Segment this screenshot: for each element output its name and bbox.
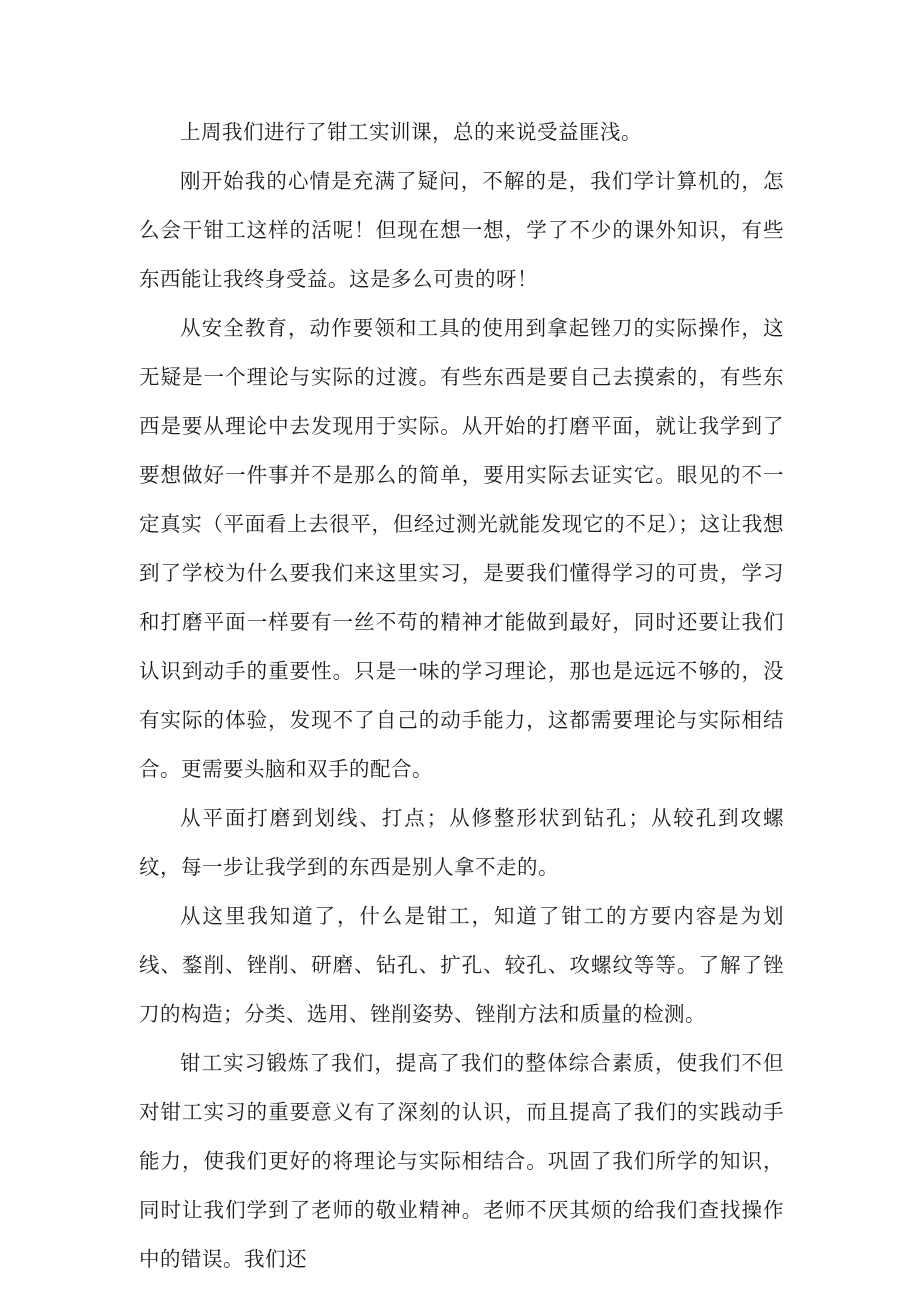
paragraph-4: 从平面打磨到划线、打点；从修整形状到钻孔；从较孔到攻螺纹，每一步让我学到的东西是别人拿不走的。 (139, 806, 784, 879)
document-body (139, 108, 784, 1284)
paragraph-5: 从这里我知道了，什么是钳工，知道了钳工的方要内容是为划线、鍪削、锉削、研磨、钻孔、扩孔、较孔、攻螺纹等等。了解了锉刀的构造；分类、选用、锉削姿势、锉削方法和质量的检测。 (139, 904, 784, 1026)
paragraph-2: 刚开始我的心情是充满了疑问，不解的是，我们学计算机的，怎么会干钳工这样的活呢！但现在想一想，学了不少的课外知识，有些东西能让我终身受益。这是多么可贵的呀！ (139, 169, 784, 291)
paragraph-6: 钳工实习锻炼了我们，提高了我们的整体综合素质，使我们不但对钳工实习的重要意义有了深刻的认识，而且提高了我们的实践动手能力，使我们更好的将理论与实际相结合。巩固了我们所学的知识，同时让我们学到了老师的敬业精神。老师不厌其烦的给我们查找操作中的错误。我们还 (139, 1051, 784, 1271)
paragraph-1: 上周我们进行了钳工实训课，总的来说受益匪浅。 (180, 120, 642, 144)
paragraph-3: 从安全教育，动作要领和工具的使用到拿起锉刀的实际操作，这无疑是一个理论与实际的过渡。有些东西是要自己去摸索的，有些东西是要从理论中去发现用于实际。从开始的打磨平面，就让我学到了要想做好一件事并不是那么的简单，要用实际去证实它。眼见的不一定真实（平面看上去很平，但经过测光就能发现它的不足）；这让我想到了学校为什么要我们来这里实习，是要我们懂得学习的可贵，学习和打磨平面一样要有一丝不苟的精神才能做到最好，同时还要让我们认识到动手的重要性。只是一味的学习理论，那也是远远不够的，没有实际的体验，发现不了自己的动手能力，这都需要理论与实际相结合。更需要头脑和双手的配合。 (139, 316, 784, 781)
